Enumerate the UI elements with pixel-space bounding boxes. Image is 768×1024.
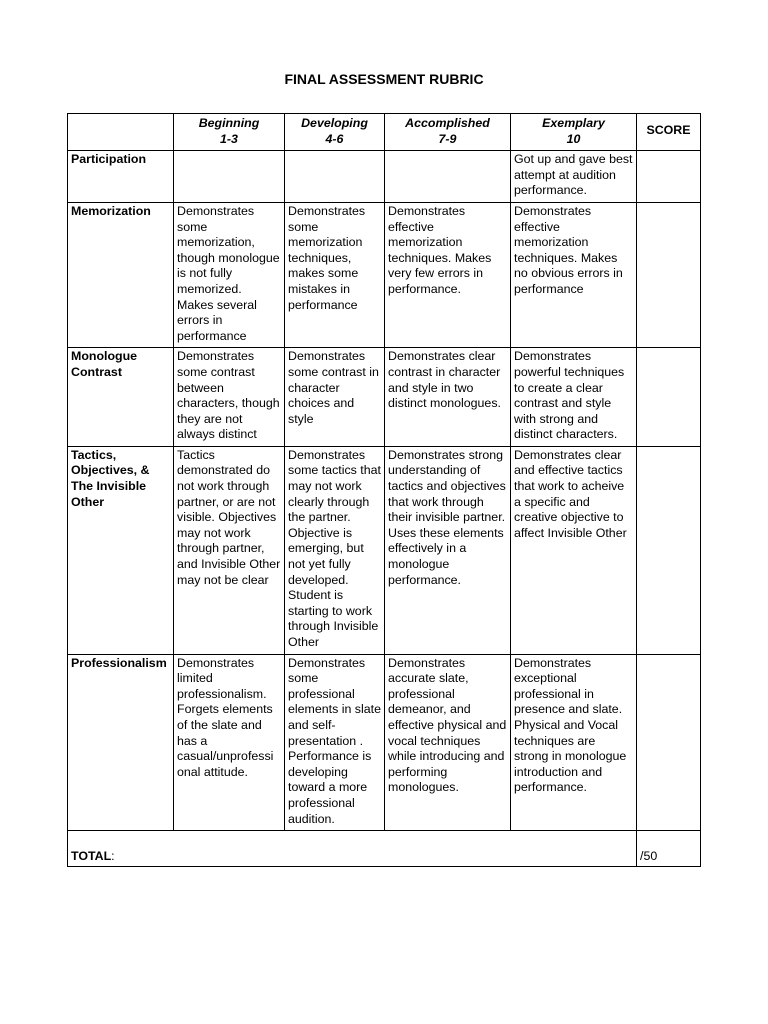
header-exemplary	[511, 114, 637, 151]
total-label-cell	[68, 831, 637, 867]
cell-exemplary: Demonstrates exceptional professional in presence and slate. Physical and Vocal techniques are strong in monologue introduction and performance.	[511, 654, 637, 831]
cell-accomplished: Demonstrates accurate slate, professional demeanor, and effective physical and vocal techniques while introducing and performing monologues.	[385, 654, 511, 831]
level-name: Accomplished	[405, 116, 490, 130]
score-cell[interactable]	[637, 348, 701, 447]
rubric-table	[67, 113, 701, 867]
cell-accomplished: Demonstrates clear contrast in character and style in two distinct monologues.	[385, 348, 511, 447]
cell-exemplary: Demonstrates powerful techniques to create a clear contrast and style with strong and distinct characters.	[511, 348, 637, 447]
cell-developing: Demonstrates some contrast in character choices and style	[285, 348, 385, 447]
header-blank-cell	[68, 114, 174, 151]
cell-exemplary: Got up and gave best attempt at audition performance.	[511, 151, 637, 203]
rubric-title: FINAL ASSESSMENT RUBRIC	[284, 71, 484, 87]
header-developing	[285, 114, 385, 151]
level-range: 1-3	[220, 131, 238, 146]
cell-beginning: Demonstrates limited professionalism. Forgets elements of the slate and has a casual/unprofessi onal attitude.	[174, 654, 285, 831]
header-beginning	[174, 114, 285, 151]
row-label: Tactics, Objectives, & The Invisible Other	[68, 446, 174, 654]
header-score: SCORE	[637, 114, 701, 151]
row-tactics	[68, 446, 701, 654]
cell-developing: Demonstrates some professional elements in slate and self-presentation . Performance is developing toward a more professional audition.	[285, 654, 385, 831]
total-value[interactable]: /50	[637, 831, 701, 867]
cell-beginning: Demonstrates some contrast between characters, though they are not always distinct	[174, 348, 285, 447]
score-cell[interactable]	[637, 151, 701, 203]
cell-developing	[285, 151, 385, 203]
total-row	[68, 831, 701, 867]
row-monologue-contrast	[68, 348, 701, 447]
cell-exemplary: Demonstrates clear and effective tactics that work to acheive a specific and creative objective to affect Invisible Other	[511, 446, 637, 654]
row-memorization	[68, 202, 701, 347]
row-label: Participation	[68, 151, 174, 203]
cell-accomplished: Demonstrates effective memorization techniques. Makes very few errors in performance.	[385, 202, 511, 347]
cell-beginning	[174, 151, 285, 203]
row-label: Professionalism	[68, 654, 174, 831]
cell-beginning: Demonstrates some memorization, though monologue is not fully memorized. Makes several errors in performance	[174, 202, 285, 347]
level-name: Beginning	[198, 116, 260, 130]
level-name: Exemplary	[542, 116, 605, 130]
cell-accomplished: Demonstrates strong understanding of tactics and objectives that work through their invisible partner. Uses these elements effectively in a monologue performance.	[385, 446, 511, 654]
row-professionalism	[68, 654, 701, 831]
cell-exemplary: Demonstrates effective memorization techniques. Makes no obvious errors in performance	[511, 202, 637, 347]
level-range: 7-9	[438, 131, 457, 146]
total-colon: :	[111, 848, 115, 863]
row-label: Monologue Contrast	[68, 348, 174, 447]
cell-developing: Demonstrates some memorization techniques, makes some mistakes in performance	[285, 202, 385, 347]
row-participation	[68, 151, 701, 203]
header-accomplished	[385, 114, 511, 151]
score-cell[interactable]	[637, 446, 701, 654]
row-label: Memorization	[68, 202, 174, 347]
score-cell[interactable]	[637, 654, 701, 831]
level-name: Developing	[301, 116, 368, 130]
cell-beginning: Tactics demonstrated do not work through partner, or are not visible. Objectives may not work through partner, and Invisible Other may not be clear	[174, 446, 285, 654]
cell-accomplished	[385, 151, 511, 203]
cell-developing: Demonstrates some tactics that may not work clearly through the partner. Objective is emerging, but not yet fully developed. Student is starting to work through Invisible Other	[285, 446, 385, 654]
score-cell[interactable]	[637, 202, 701, 347]
total-label: TOTAL	[71, 848, 112, 863]
level-range: 10	[566, 131, 581, 146]
header-row	[68, 114, 701, 151]
level-range: 4-6	[325, 131, 344, 146]
